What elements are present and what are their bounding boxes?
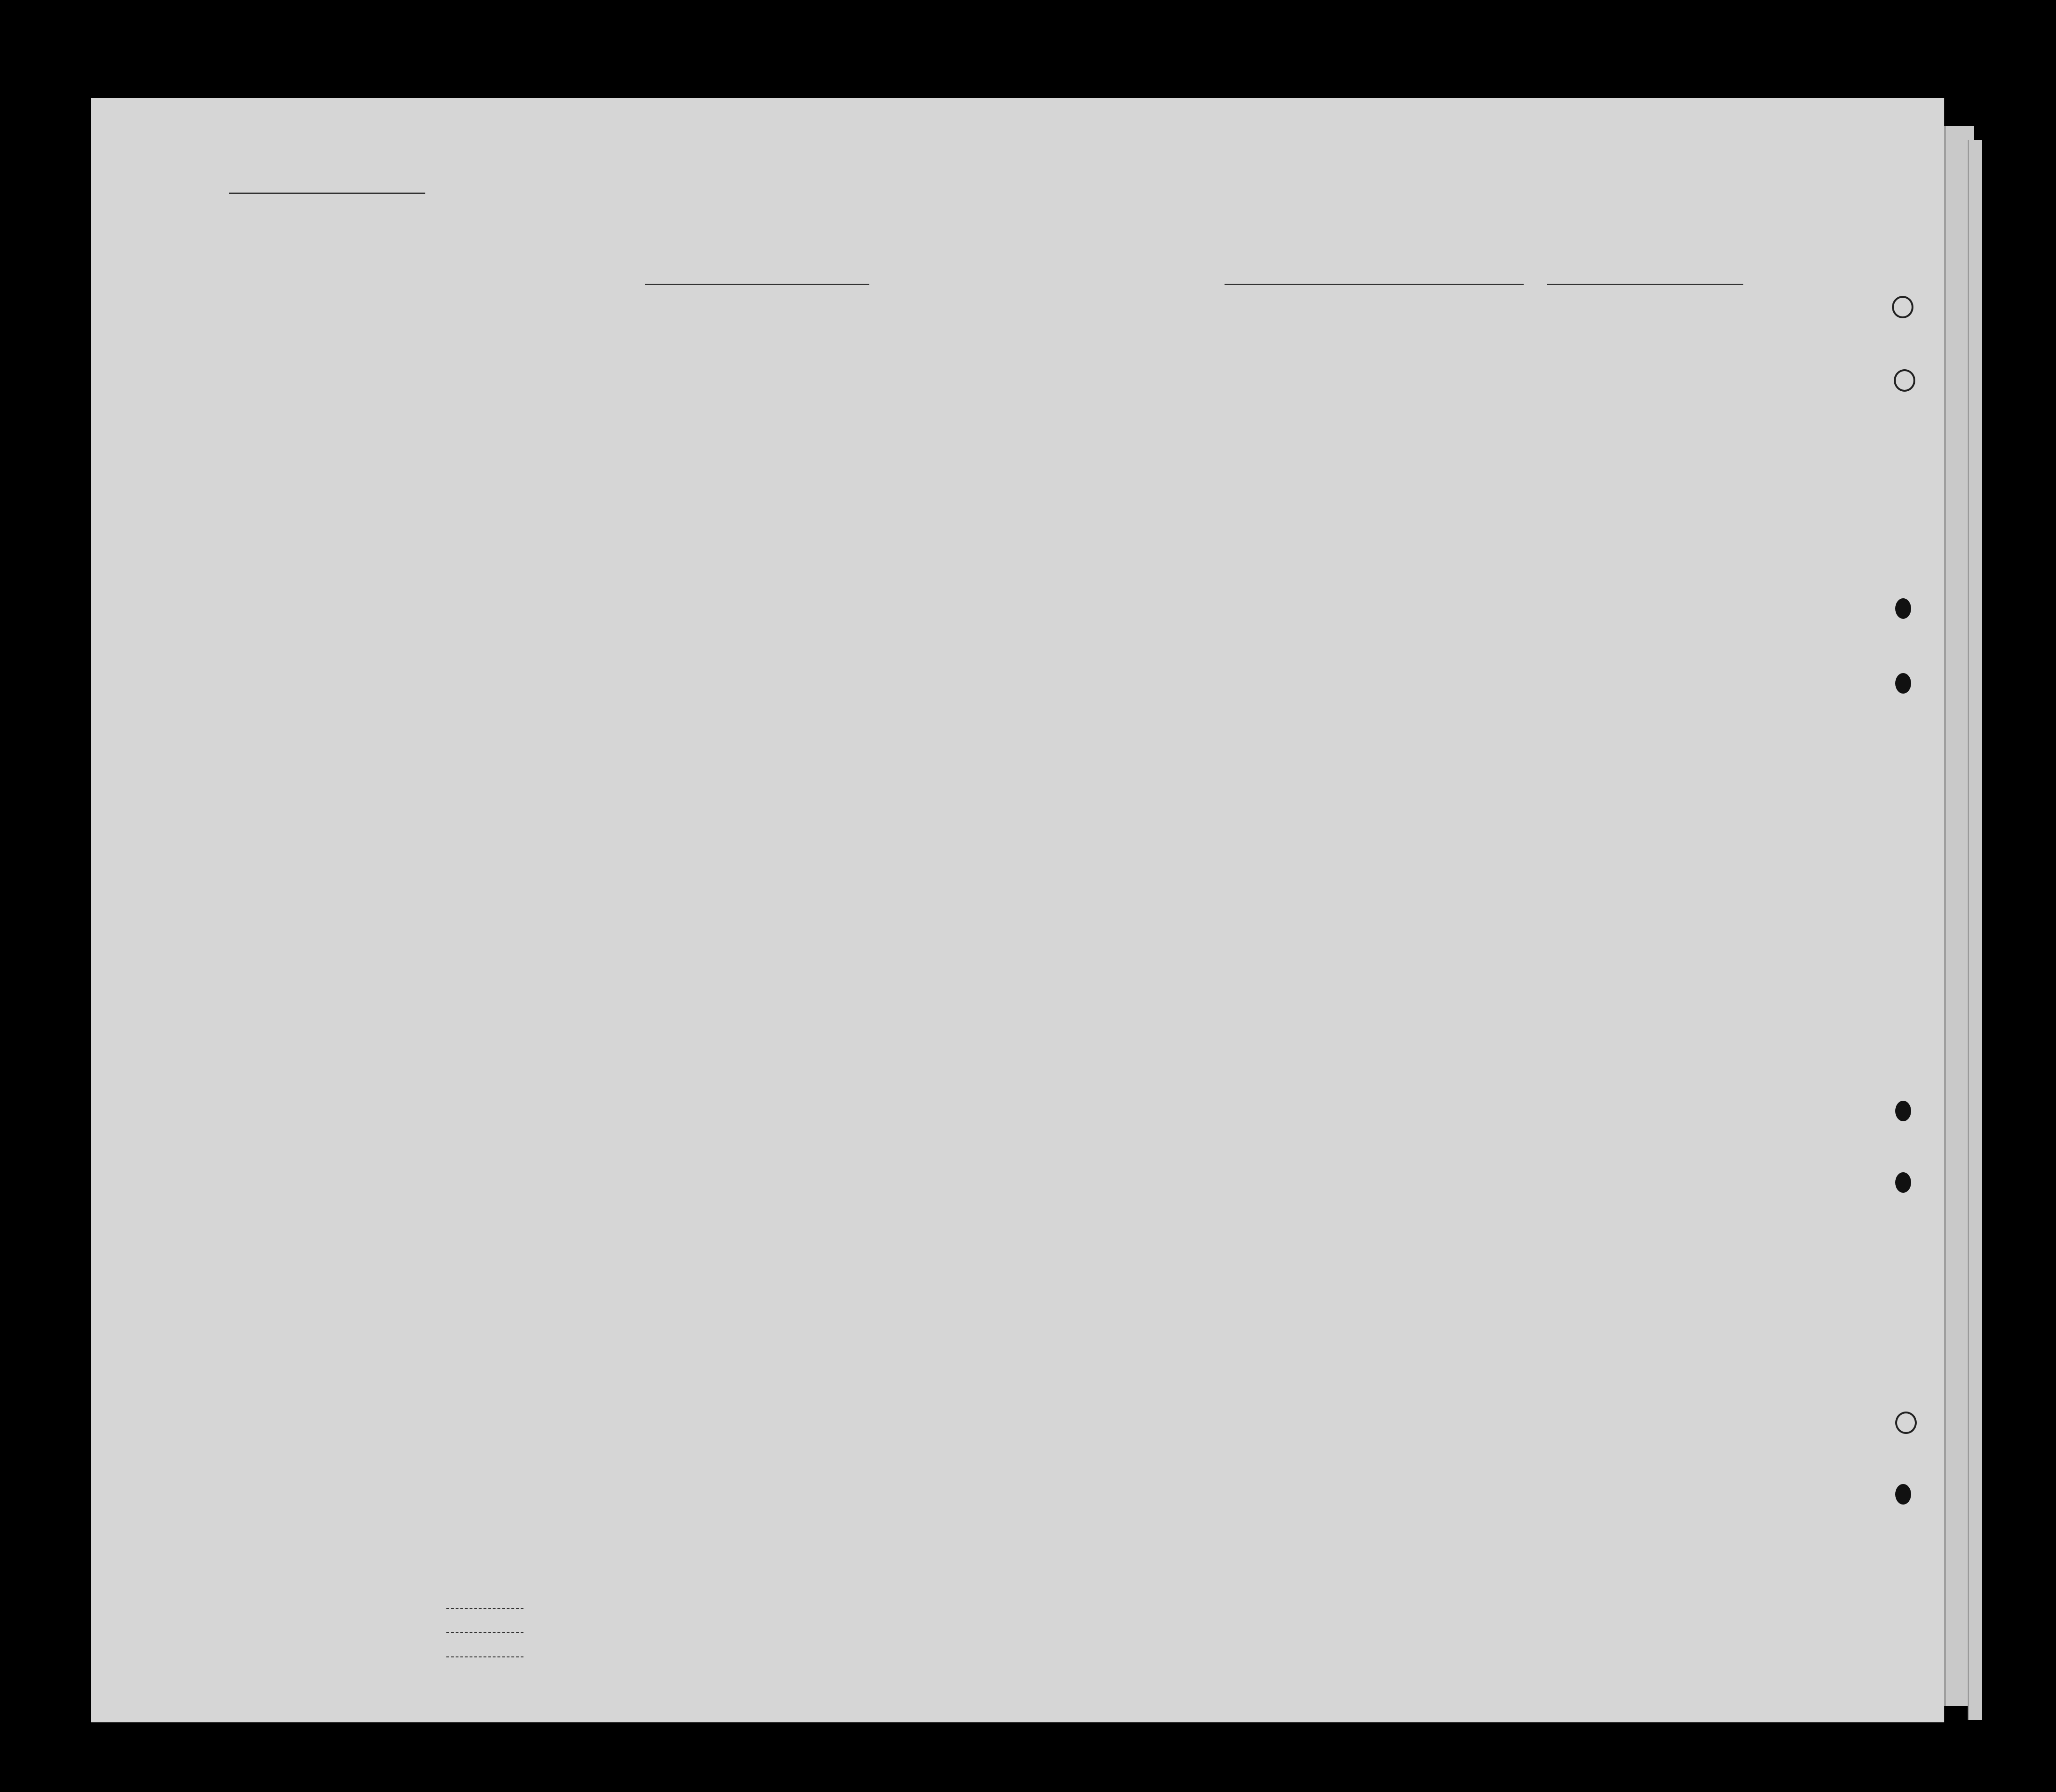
us-citizens-line [446,1632,523,1633]
aliens-line [446,1656,523,1657]
binder-hole [1895,1412,1917,1434]
binder-hole [1895,1484,1911,1505]
binder-hole [1895,673,1911,694]
binder-hole [1892,296,1913,318]
binder-hole [1895,1172,1911,1193]
total-passengers-line [446,1608,523,1609]
binder-hole [1895,1101,1911,1121]
binder-hole [1894,369,1915,392]
binder-hole [1895,598,1911,619]
